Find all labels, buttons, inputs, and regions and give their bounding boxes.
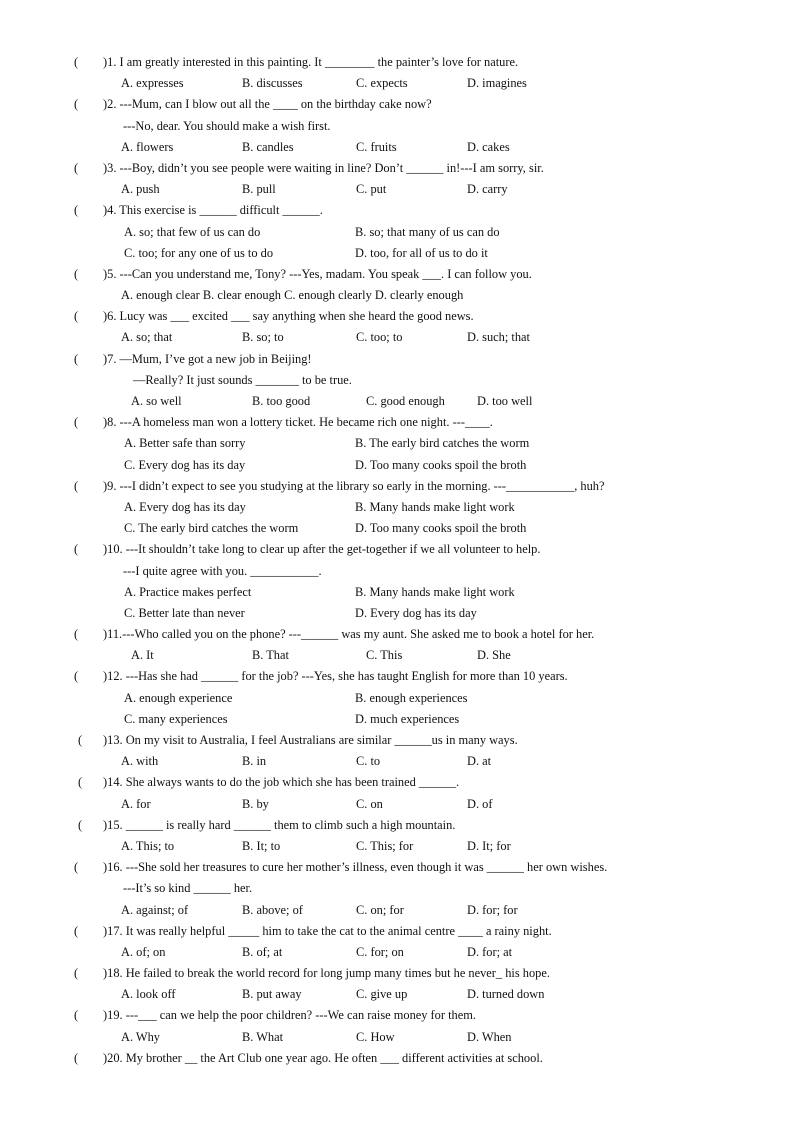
answer-option: C. The early bird catches the worm xyxy=(124,521,299,536)
answer-blank[interactable]: ( xyxy=(74,966,79,981)
question-10 xyxy=(0,539,794,624)
question-9 xyxy=(0,476,794,540)
options-row xyxy=(0,497,794,518)
answer-option: B. too good xyxy=(252,394,311,408)
question-stem: )16. ---She sold her treasures to cure her mother’s illness, even though it was ______ her own wishes. xyxy=(103,860,608,875)
question-stem-line xyxy=(0,94,794,115)
question-stem-line xyxy=(0,349,794,370)
answer-blank[interactable]: ( xyxy=(74,97,79,112)
answer-blank[interactable]: ( xyxy=(74,160,79,175)
question-13 xyxy=(0,730,794,772)
options-row xyxy=(0,222,794,243)
answer-option: B. discusses xyxy=(242,76,303,91)
question-stem-line xyxy=(0,200,794,221)
question-continuation: —Really? It just sounds _______ to be true. xyxy=(133,372,352,387)
answer-option: D. She xyxy=(477,648,511,663)
options-row xyxy=(0,836,794,857)
answer-option: C. good enough xyxy=(366,394,445,408)
answer-option: A. Every dog has its day xyxy=(124,499,246,514)
answer-blank[interactable]: ( xyxy=(74,415,79,430)
question-3 xyxy=(0,158,794,200)
question-stem: )8. ---A homeless man won a lottery ticket. He became rich one night. ---____. xyxy=(103,415,493,430)
question-stem: )5. ---Can you understand me, Tony? ---Yes, madam. You speak ___. I can follow you. xyxy=(103,266,532,281)
answer-blank[interactable]: ( xyxy=(78,817,83,832)
answer-option: A. look off xyxy=(121,987,176,1002)
question-stem: )6. Lucy was ___ excited ___ say anything when she heard the good news. xyxy=(103,309,474,324)
question-6 xyxy=(0,306,794,348)
answer-option: A. for xyxy=(121,796,151,811)
answer-option: D. such; that xyxy=(467,330,530,345)
answer-option: B. put away xyxy=(242,987,302,1002)
options-row xyxy=(0,794,794,815)
answer-option: A. expresses xyxy=(121,76,184,91)
answer-option: D. When xyxy=(467,1029,512,1044)
question-stem: )12. ---Has she had ______ for the job? ---Yes, she has taught English for more than 10 years. xyxy=(103,669,568,684)
answer-option: D. It; for xyxy=(467,838,511,853)
answer-option: B. pull xyxy=(242,182,276,197)
question-18 xyxy=(0,963,794,1005)
options-row xyxy=(0,179,794,200)
question-stem-line xyxy=(0,412,794,433)
answer-option: A. Why xyxy=(121,1029,161,1044)
question-17 xyxy=(0,921,794,963)
question-stem-line xyxy=(0,306,794,327)
answer-option: C. for; on xyxy=(356,944,404,959)
answer-blank[interactable]: ( xyxy=(74,478,79,493)
question-stem: )9. ---I didn’t expect to see you studying at the library so early in the morning. ---___________, huh? xyxy=(103,478,605,493)
options-row xyxy=(0,709,794,730)
options-row xyxy=(0,900,794,921)
answer-option: D. Too many cooks spoil the broth xyxy=(355,521,527,536)
answer-blank[interactable]: ( xyxy=(74,1008,79,1023)
question-stem-line xyxy=(0,963,794,984)
answer-option: C. Better late than never xyxy=(124,605,245,620)
question-stem-line xyxy=(0,921,794,942)
answer-option: C. too; to xyxy=(356,330,403,345)
options-row xyxy=(0,327,794,348)
answer-option: C. This xyxy=(366,648,403,663)
question-continuation-line xyxy=(0,561,794,582)
options-row xyxy=(0,455,794,476)
question-stem: )15. ______ is really hard ______ them to climb such a high mountain. xyxy=(103,817,456,832)
question-continuation: ---No, dear. You should make a wish first. xyxy=(123,118,331,133)
question-stem-line xyxy=(0,158,794,179)
answer-option: D. of xyxy=(467,796,493,811)
answer-blank[interactable]: ( xyxy=(74,860,79,875)
question-stem-line xyxy=(0,1005,794,1026)
question-stem-line xyxy=(0,52,794,73)
answer-option: B. of; at xyxy=(242,944,283,959)
answer-option: B. That xyxy=(252,648,289,663)
options-row xyxy=(0,751,794,772)
answer-option: C. How xyxy=(356,1029,395,1044)
question-stem-line xyxy=(0,624,794,645)
answer-option: A. so; that few of us can do xyxy=(124,224,261,239)
answer-option: A. It xyxy=(131,648,154,663)
question-stem: )4. This exercise is ______ difficult ______. xyxy=(103,203,323,218)
answer-option: D. too, for all of us to do it xyxy=(355,245,488,260)
answer-option: D. too well xyxy=(477,394,533,408)
answer-option: D. much experiences xyxy=(355,711,460,726)
question-stem-line xyxy=(0,539,794,560)
question-stem-line xyxy=(0,857,794,878)
question-16 xyxy=(0,857,794,921)
question-list xyxy=(0,52,794,1069)
answer-option: A. Practice makes perfect xyxy=(124,584,252,599)
answer-option: D. cakes xyxy=(467,139,510,154)
question-2 xyxy=(0,94,794,158)
answer-option: A. enough experience xyxy=(124,690,233,705)
question-stem: )7. —Mum, I’ve got a new job in Beijing! xyxy=(103,351,312,366)
answer-blank[interactable]: ( xyxy=(74,627,79,642)
question-continuation: ---I quite agree with you. ___________. xyxy=(123,563,322,578)
question-stem: )2. ---Mum, can I blow out all the ____ on the birthday cake now? xyxy=(103,97,432,112)
question-19 xyxy=(0,1005,794,1047)
question-stem: )10. ---It shouldn’t take long to clear up after the get-together if we all volunteer to help. xyxy=(103,542,541,557)
question-continuation-line xyxy=(0,878,794,899)
question-stem: )20. My brother __ the Art Club one year ago. He often ___ different activities at school. xyxy=(103,1050,543,1065)
answer-blank[interactable]: ( xyxy=(74,309,79,324)
answer-blank[interactable]: ( xyxy=(74,669,79,684)
answer-option: D. Every dog has its day xyxy=(355,605,477,620)
question-stem-line xyxy=(0,666,794,687)
answer-option: D. for; at xyxy=(467,944,513,959)
answer-option: C. on xyxy=(356,796,383,811)
answer-option: D. for; for xyxy=(467,902,518,917)
answer-option: B. above; of xyxy=(242,902,303,917)
question-stem-line xyxy=(0,772,794,793)
answer-option: B. in xyxy=(242,754,267,769)
answer-option: D. carry xyxy=(467,182,508,197)
answer-blank[interactable]: ( xyxy=(74,55,79,69)
options-row xyxy=(0,688,794,709)
answer-option: B. so; that many of us can do xyxy=(355,224,500,239)
answer-option: A. flowers xyxy=(121,139,174,154)
question-15 xyxy=(0,815,794,857)
options-row xyxy=(0,285,794,306)
question-stem: )3. ---Boy, didn’t you see people were waiting in line? Don’t ______ in!---I am sorry, sir. xyxy=(103,160,544,175)
answer-option: A. of; on xyxy=(121,944,166,959)
question-continuation: ---It’s so kind ______ her. xyxy=(123,881,253,896)
options-row xyxy=(0,433,794,454)
answer-blank[interactable]: ( xyxy=(74,542,79,557)
question-stem-line xyxy=(0,476,794,497)
question-12 xyxy=(0,666,794,730)
answer-option: C. give up xyxy=(356,987,408,1002)
question-stem: )17. It was really helpful _____ him to take the cat to the animal centre ____ a rainy night. xyxy=(103,923,552,938)
answer-blank[interactable]: ( xyxy=(74,1050,79,1065)
answer-option: D. turned down xyxy=(467,987,545,1002)
answer-option: D. imagines xyxy=(467,76,527,91)
question-stem: )18. He failed to break the world record for long jump many times but he never_ his hope. xyxy=(103,966,550,981)
options-row xyxy=(0,1027,794,1048)
options-row xyxy=(0,137,794,158)
answer-option: C. to xyxy=(356,754,381,769)
answer-blank[interactable]: ( xyxy=(74,923,79,938)
answer-blank[interactable]: ( xyxy=(74,266,79,281)
question-4 xyxy=(0,200,794,264)
answer-blank[interactable]: ( xyxy=(74,351,79,366)
answer-option: C. fruits xyxy=(356,139,397,154)
question-stem-line xyxy=(0,1048,794,1069)
question-stem: )11.---Who called you on the phone? ---______ was my aunt. She asked me to book a hotel for her. xyxy=(103,627,595,642)
answer-option: C. expects xyxy=(356,76,408,91)
answer-option: C. Every dog has its day xyxy=(124,457,246,472)
answer-option: D. at xyxy=(467,754,492,769)
options-row xyxy=(0,582,794,603)
question-continuation-line xyxy=(0,370,794,391)
question-14 xyxy=(0,772,794,814)
answer-option: C. put xyxy=(356,182,387,197)
options-row xyxy=(0,518,794,539)
answer-option: B. What xyxy=(242,1029,284,1044)
answer-option: B. Many hands make light work xyxy=(355,584,515,599)
question-stem-line xyxy=(0,264,794,285)
question-stem: )1. I am greatly interested in this painting. It ________ the painter’s love for nature. xyxy=(103,55,519,69)
question-5 xyxy=(0,264,794,306)
answer-option: A. against; of xyxy=(121,902,189,917)
options-row xyxy=(0,391,794,412)
answer-option: A. Better safe than sorry xyxy=(124,436,246,451)
options-row xyxy=(0,243,794,264)
options-row xyxy=(0,984,794,1005)
question-11 xyxy=(0,624,794,666)
question-stem: )13. On my visit to Australia, I feel Australians are similar ______us in many ways. xyxy=(103,733,518,747)
question-stem: )19. ---___ can we help the poor children? ---We can raise money for them. xyxy=(103,1008,476,1023)
question-stem-line xyxy=(0,815,794,836)
answer-option: A. so well xyxy=(131,394,182,408)
options-row xyxy=(0,603,794,624)
options-row xyxy=(0,645,794,666)
answer-option: B. The early bird catches the worm xyxy=(355,436,530,451)
answer-option: B. enough experiences xyxy=(355,690,468,705)
answer-option: B. candles xyxy=(242,139,294,154)
answer-option: B. It; to xyxy=(242,838,281,853)
question-8 xyxy=(0,412,794,476)
answer-option: D. Too many cooks spoil the broth xyxy=(355,457,527,472)
answer-option: C. on; for xyxy=(356,902,404,917)
answer-option: A. This; to xyxy=(121,838,175,853)
question-stem-line xyxy=(0,730,794,751)
answer-option: A. enough clear B. clear enough C. enough clearly D. clearly enough xyxy=(121,288,464,303)
options-row xyxy=(0,942,794,963)
question-20 xyxy=(0,1048,794,1069)
question-1 xyxy=(0,52,794,94)
answer-option: B. Many hands make light work xyxy=(355,499,515,514)
question-stem: )14. She always wants to do the job which she has been trained ______. xyxy=(103,775,460,790)
answer-option: A. with xyxy=(121,754,159,769)
answer-blank[interactable]: ( xyxy=(78,733,83,747)
question-continuation-line xyxy=(0,116,794,137)
answer-option: A. push xyxy=(121,182,160,197)
question-7 xyxy=(0,349,794,413)
answer-option: B. so; to xyxy=(242,330,284,345)
answer-option: A. so; that xyxy=(121,330,173,345)
answer-option: C. many experiences xyxy=(124,711,228,726)
answer-option: B. by xyxy=(242,796,269,811)
answer-option: C. This; for xyxy=(356,838,414,853)
answer-blank[interactable]: ( xyxy=(78,775,83,790)
answer-option: C. too; for any one of us to do xyxy=(124,245,274,260)
options-row xyxy=(0,73,794,94)
answer-blank[interactable]: ( xyxy=(74,203,79,218)
